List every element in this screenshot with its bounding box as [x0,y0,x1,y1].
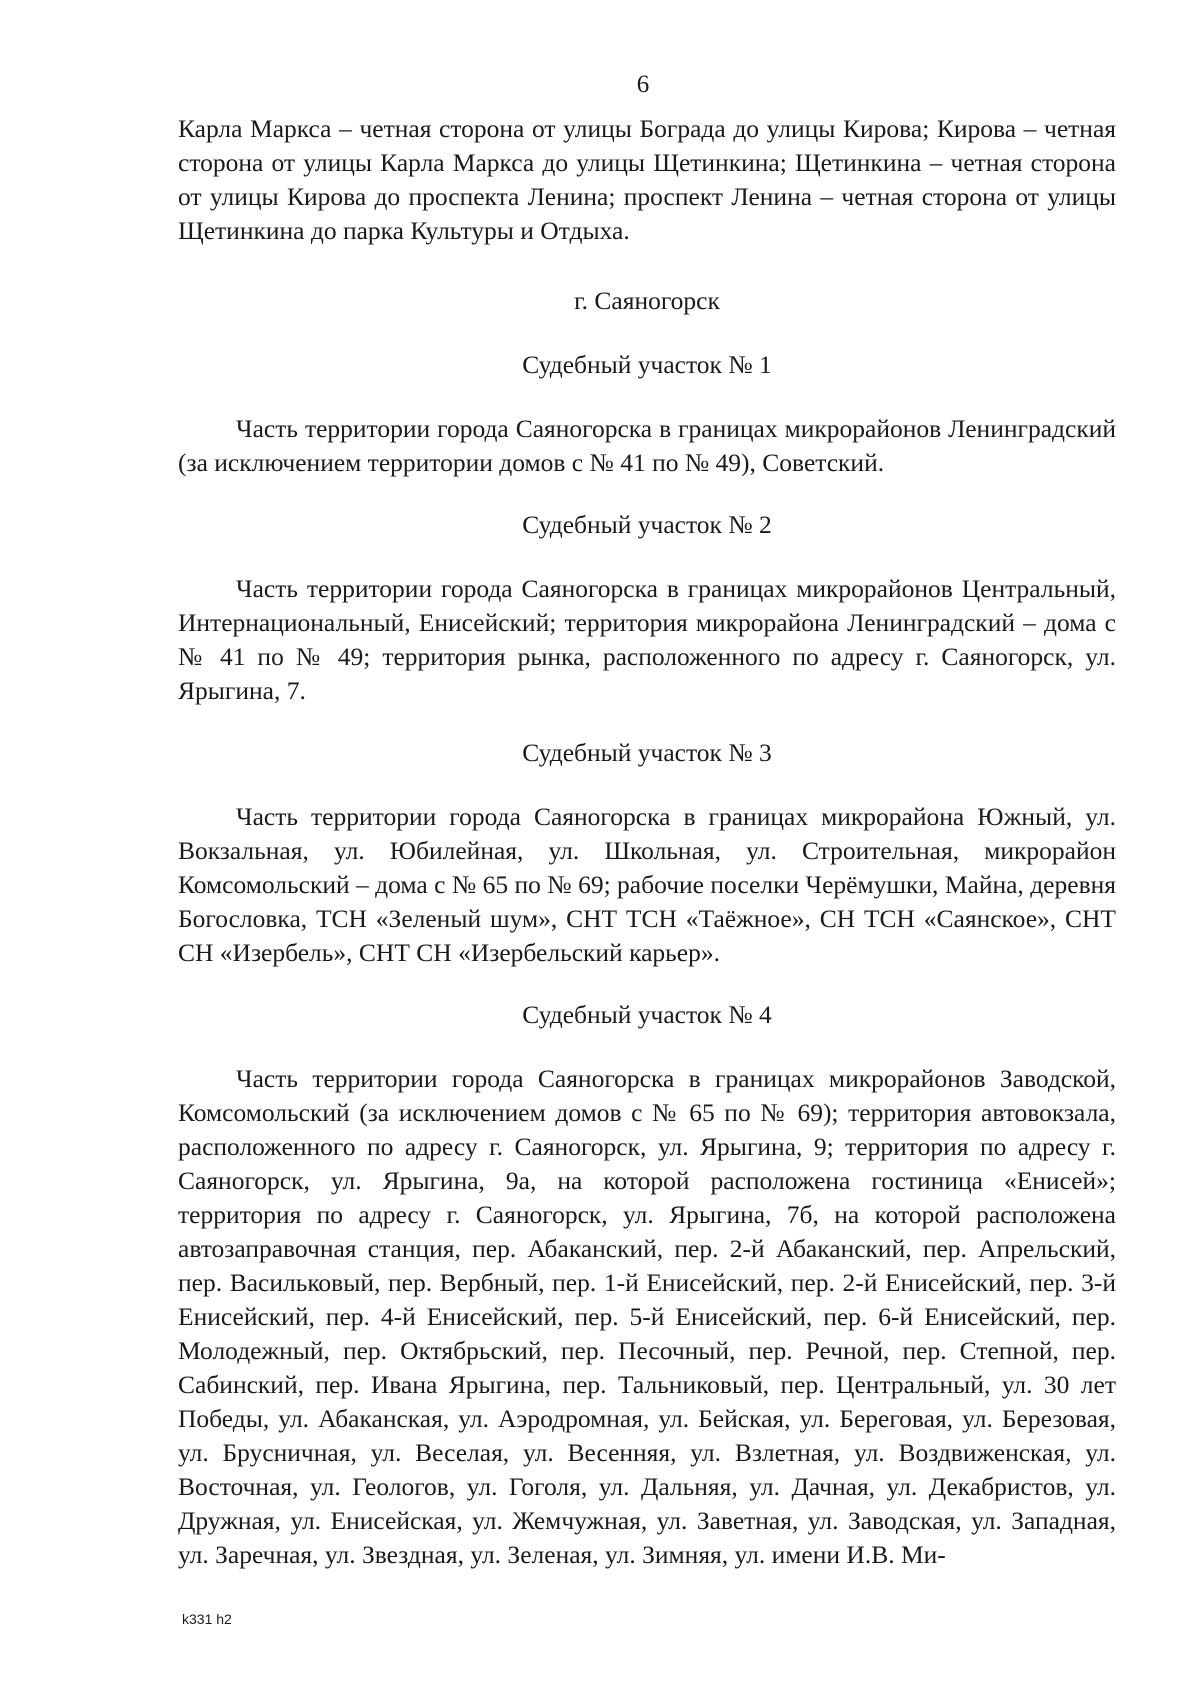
footer-code: k331 h2 [182,1611,232,1627]
section-title: Судебный участок № 3 [522,738,772,767]
section-title: Судебный участок № 1 [522,350,772,379]
section-text: Часть территории города Саяногорска в границах микрорайонов Ленинградский (за исключением территории домов с № 41 по № 49), Советский. [178,414,1116,477]
section-title: Судебный участок № 4 [522,1000,772,1029]
page-number: 6 [636,71,650,98]
court-section-3 [178,736,1116,970]
court-section-2 [178,508,1116,708]
intro-paragraph: Карла Маркса – четная сторона от улицы Бограда до улицы Кирова; Кирова – четная сторона от улицы Карла Маркса до улицы Щетинкина; Щетинкина – четная сторона от улицы Кирова до проспекта Ленина; проспект Ленина – четная сторона от улицы Щетинкина до парка Культуры и Отдыха. [178,114,1116,245]
city-title: г. Саяногорск [574,286,720,315]
document-body [178,112,1116,1572]
court-section-1 [178,348,1116,480]
section-text: Часть территории города Саяногорска в границах микрорайонов Центральный, Интернациональный, Енисейский; территория микрорайона Ленинградский – дома с № 41 по № 49; территория рынка, расположенного по адресу г. Саяногорск, ул. Ярыгина, 7. [178,574,1116,705]
section-text: Часть территории города Саяногорска в границах микрорайонов Заводской, Комсомольский (за исключением домов с № 65 по № 69); территория автовокзала, расположенного по адресу г. Саяногорск, ул. Ярыгина, 9; территория по адресу г. Саяногорск, ул. Ярыгина, 9а, на которой расположена гостиница «Енисей»; территория по адресу г. Саяногорск, ул. Ярыгина, 7б, на которой расположена автозаправочная станция, пер. Абаканский, пер. 2-й Абаканский, пер. Апрельский, пер. Васильковый, пер. Вербный, пер. 1-й Енисейский, пер. 2-й Енисейский, пер. 3-й Енисейский, пер. 4-й Енисейский, пер. 5-й Енисейский, пер. 6-й Енисейский, пер. Молодежный, пер. Октябрьский, пер. Песочный, пер. Речной, пер. Степной, пер. Сабинский, пер. Ивана Ярыгина, пер. Тальниковый, пер. Центральный, ул. 30 лет Победы, ул. Абаканская, ул. Аэродромная, ул. Бейская, ул. Береговая, ул. Березовая, ул. Брусничная, ул. Веселая, ул. Весенняя, ул. Взлетная, ул. Воздвиженская, ул. Восточная, ул. Геологов, ул. Гоголя, ул. Дальняя, ул. Дачная, ул. Декабристов, ул. Дружная, ул. Енисейская, ул. Жемчужная, ул. Заветная, ул. Заводская, ул. Западная, ул. Заречная, ул. Звездная, ул. Зеленая, ул. Зимняя, ул. имени И.В. Ми- [178,1064,1116,1569]
court-section-4 [178,998,1116,1572]
section-text: Часть территории города Саяногорска в границах микрорайона Южный, ул. Вокзальная, ул. Юбилейная, ул. Школьная, ул. Строительная, микрорайон Комсомольский – дома с № 65 по № 69; рабочие поселки Черёмушки, Майна, деревня Богословка, ТСН «Зеленый шум», СНТ ТСН «Таёжное», СН ТСН «Саянское», СНТ СН «Изербель», СНТ СН «Изербельский карьер». [178,802,1116,967]
section-title: Судебный участок № 2 [522,510,772,539]
